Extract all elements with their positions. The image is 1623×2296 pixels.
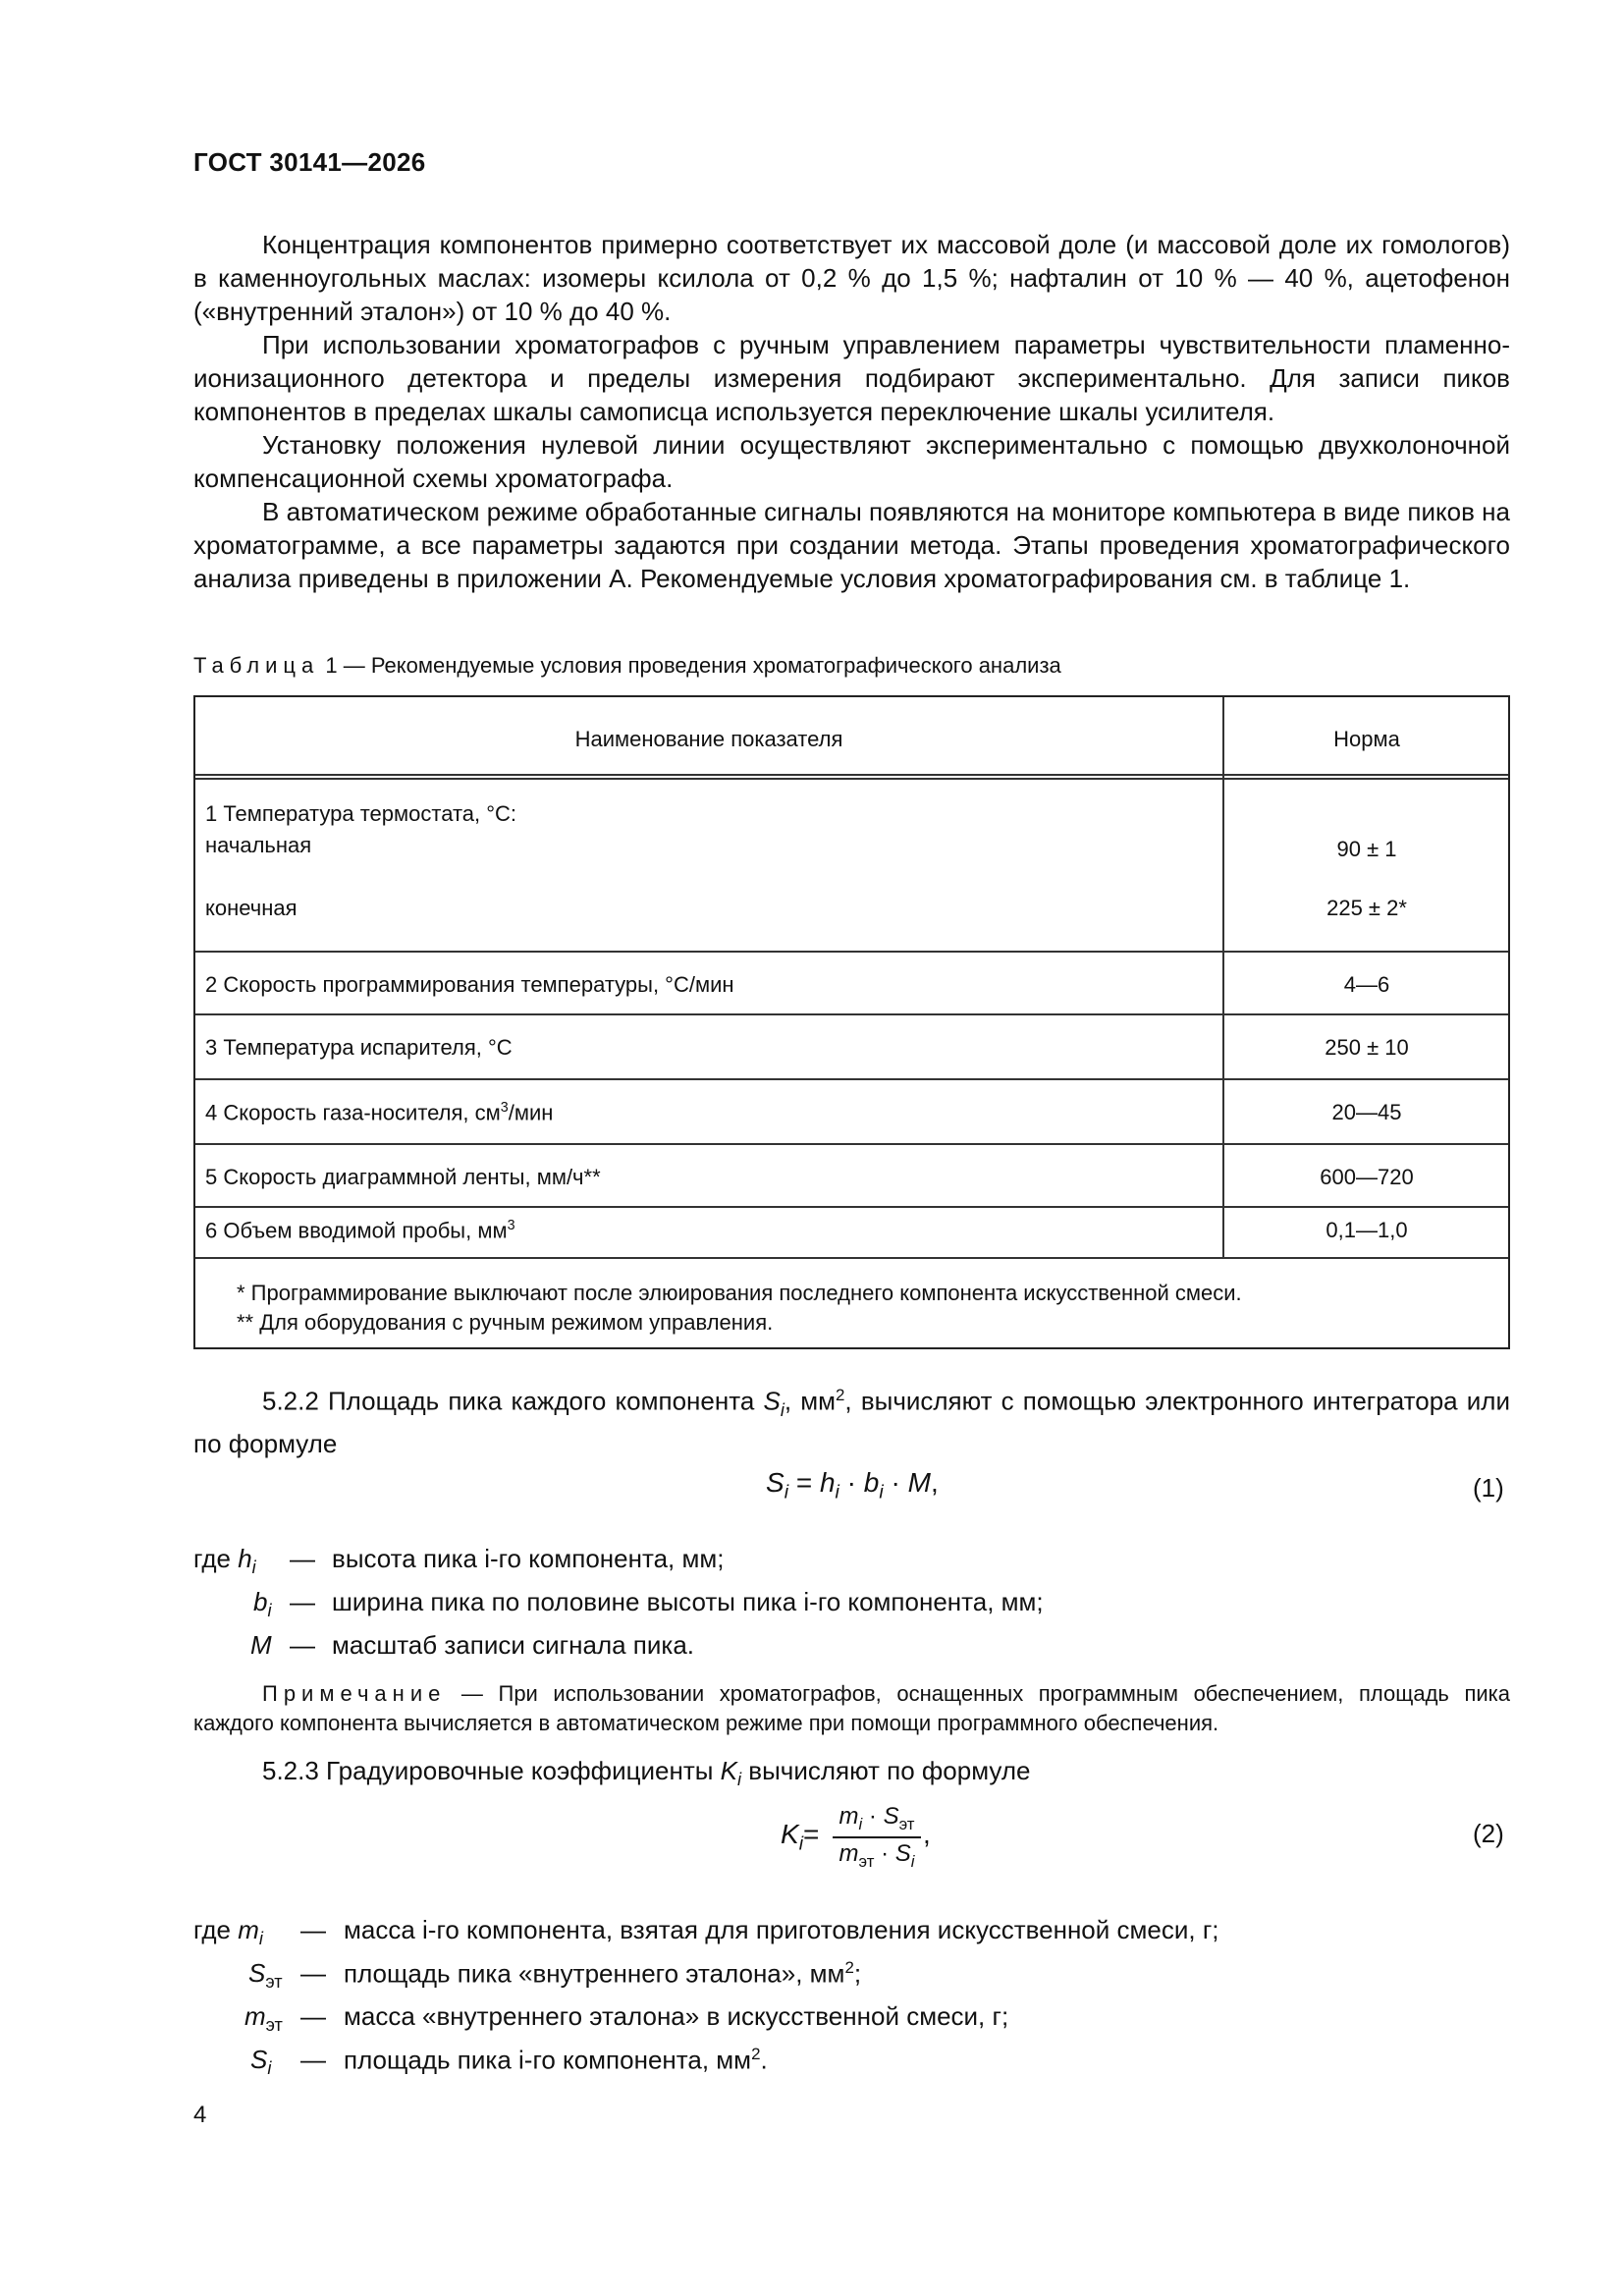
row3-val: 250 ± 10 [1325,1035,1409,1060]
f-sub: i [835,1481,839,1503]
f-b: b [863,1467,880,1498]
column-header-name: Наименование показателя [574,727,843,751]
def-m: масса i-го компонента, взятая для приготовления искусственной смеси, г; [344,1915,1219,1944]
f-dot: · [874,1839,895,1867]
def-dash: — [290,1630,315,1660]
def-text: площадь пика «внутреннего эталона», мм [344,1958,845,1989]
sup: 2 [836,1386,845,1404]
var-S: S [763,1386,781,1416]
text-span: 5.2.2 Площадь пика каждого компонента [262,1386,764,1416]
text-span: , вычисляют с помощью электронного интегратора или по формуле [193,1386,1511,1458]
paragraph [193,1754,1510,1796]
page-number: 4 [193,2102,207,2128]
def-Set [344,1958,861,1990]
def-met: масса «внутреннего эталона» в искусственной смеси, г; [344,2001,1009,2031]
f-eq: = [803,1819,820,1849]
def-Si [344,2045,768,2076]
def-var: $b_i$ [253,1587,272,1621]
denominator [833,1840,921,1872]
row1-sub1: начальная [205,833,312,857]
equation-number: (1) [1473,1473,1504,1503]
def-end: . [760,2045,768,2075]
row1-title: 1 Температура термостата, °С: [205,801,517,826]
table-footnote: ** Для оборудования с ручным режимом управления. [237,1310,774,1335]
f-sub: i [910,1851,915,1871]
table-row [195,1208,1508,1259]
paragraph: При использовании хроматографов с ручным управлением параметры чувствительности пламенно-ионизационного детектора и пределы измерения подбирают экспериментально. Для записи пиков компонентов в пределах шкалы самописца используется переключение шкалы усилителя. [193,330,1510,426]
def-var: M [250,1630,272,1660]
def-dash: — [300,1958,326,1988]
table-caption-word: Таблица [193,653,320,678]
row4-val: 20—45 [1331,1100,1402,1124]
note-word: Примечание [262,1681,447,1706]
f-sub-et: эт [858,1851,875,1871]
def-dash: — [300,2001,326,2031]
paragraph [193,1379,1510,1460]
row1-val2: 225 ± 2* [1326,896,1407,920]
row4-label: 4 Скорость газа-носителя, см [205,1100,501,1125]
var-i: i [780,1399,784,1420]
document-header: ГОСТ 30141—2026 [193,147,426,177]
paragraph: В автоматическом режиме обработанные сигналы появляются на мониторе компьютера в виде пиков на хроматограмме, а все параметры задаются при создании метода. Этапы проведения хроматографического анализа приведены в приложении А. Рекомендуемые условия хроматографирования см. в таблице 1. [193,497,1510,593]
def-end: ; [853,1958,862,1989]
row5-val: 600—720 [1320,1165,1414,1189]
text-span: , мм [784,1386,837,1416]
where-word: где [193,1915,231,1944]
row6-label: 6 Объем вводимой пробы, мм [205,1218,508,1243]
def-dash: — [290,1544,315,1573]
intro-text [193,228,1510,595]
row4-unit: /мин [508,1100,554,1125]
f-h: h [819,1467,836,1498]
def-dash: — [300,1915,326,1944]
row6-sup: 3 [507,1218,515,1233]
f-S: S [883,1803,899,1830]
table-footnote: * Программирование выключают после элюирования последнего компонента искусственной смеси. [237,1281,1242,1305]
f-sub: i [879,1481,884,1503]
row2-val: 4—6 [1343,972,1390,997]
sup: 2 [751,2045,761,2063]
row4-sup: 3 [500,1100,509,1116]
row5-name: 5 Скорость диаграммной ленты, мм/ч** [205,1165,601,1189]
f-dot: · [839,1467,864,1498]
paragraph: Концентрация компонентов примерно соответствует их массовой доле (и массовой доле их гомологов) в каменноугольных маслах: изомеры ксилола от 0,2 % до 1,5 %; нафталин от 10 % — 40 %, ацетофенон («внутренний эталон») от 10 % до 40 %. [193,230,1510,326]
row1-sub2: конечная [205,896,298,920]
where-label: где $h_i$ [193,1544,256,1578]
f-comma: , [930,1467,939,1498]
formula-2-lhs [781,1819,819,1856]
formula-2-comma: , [923,1819,931,1849]
def-b: ширина пика по половине высоты пика i-го компонента, мм; [332,1587,1044,1616]
row1-val1: 90 ± 1 [1336,837,1397,861]
f-S: S [894,1839,911,1867]
def-h: высота пика i-го компонента, мм; [332,1544,725,1573]
where-word: где [193,1544,231,1573]
equation-number: (2) [1473,1819,1504,1848]
var-K: K [720,1756,737,1785]
row4-name [205,1100,553,1125]
note [193,1679,1510,1738]
f-K: K [781,1819,799,1849]
formula-2-fraction [833,1803,921,1872]
numerator [833,1803,921,1834]
table-row [195,1080,1508,1145]
f-M: M [907,1467,931,1498]
var-i: i [737,1770,742,1790]
section-522-text [193,1379,1510,1460]
f-m: m [839,1839,859,1867]
f-S: S [766,1467,784,1498]
formula-1 [766,1467,939,1504]
f-sub: i [858,1814,863,1833]
where-label: где $m_i$ [193,1915,263,1949]
table-row [195,780,1508,953]
def-var: $S_i$ [250,2045,272,2079]
row6-name [205,1218,515,1243]
def-M: масштаб записи сигнала пика. [332,1630,695,1660]
text-span: 5.2.3 Градуировочные коэффициенты [262,1756,721,1785]
table-row [195,1145,1508,1208]
def-text: площадь пика i-го компонента, мм [344,2045,752,2075]
def-var: $S_{эт}$ [248,1958,283,1993]
section-523-text [193,1754,1510,1796]
table-row [195,953,1508,1015]
f-sub: i [784,1481,789,1503]
table-caption-text: 1 — Рекомендуемые условия проведения хроматографического анализа [325,653,1061,678]
fraction-bar [833,1836,921,1838]
f-eq: = [788,1467,820,1498]
table-caption [193,653,1061,679]
def-dash: — [290,1587,315,1616]
def-var: $m_{эт}$ [244,2001,283,2036]
f-dot: · [862,1803,884,1830]
f-dot: · [883,1467,908,1498]
text-span: вычисляют по формуле [741,1756,1031,1785]
paragraph: Установку положения нулевой линии осуществляют экспериментально с помощью двухколоночной компенсационной схемы хроматографа. [193,430,1510,493]
table-row [195,1015,1508,1080]
conditions-table [193,695,1510,1349]
column-header-norm: Норма [1333,727,1400,751]
row6-val: 0,1—1,0 [1325,1218,1408,1242]
def-dash: — [300,2045,326,2074]
row3-name: 3 Температура испарителя, °С [205,1035,513,1060]
f-m: m [839,1803,859,1830]
f-sub-et: эт [898,1814,915,1833]
row2-name: 2 Скорость программирования температуры, °С/мин [205,972,734,997]
sup: 2 [844,1958,854,1977]
f-sub: i [798,1832,804,1855]
note-text: — При использовании хроматографов, оснащенных программным обеспечением, площадь пика каждого компонента вычисляется в автоматическом режиме при помощи программного обеспечения. [193,1681,1510,1735]
